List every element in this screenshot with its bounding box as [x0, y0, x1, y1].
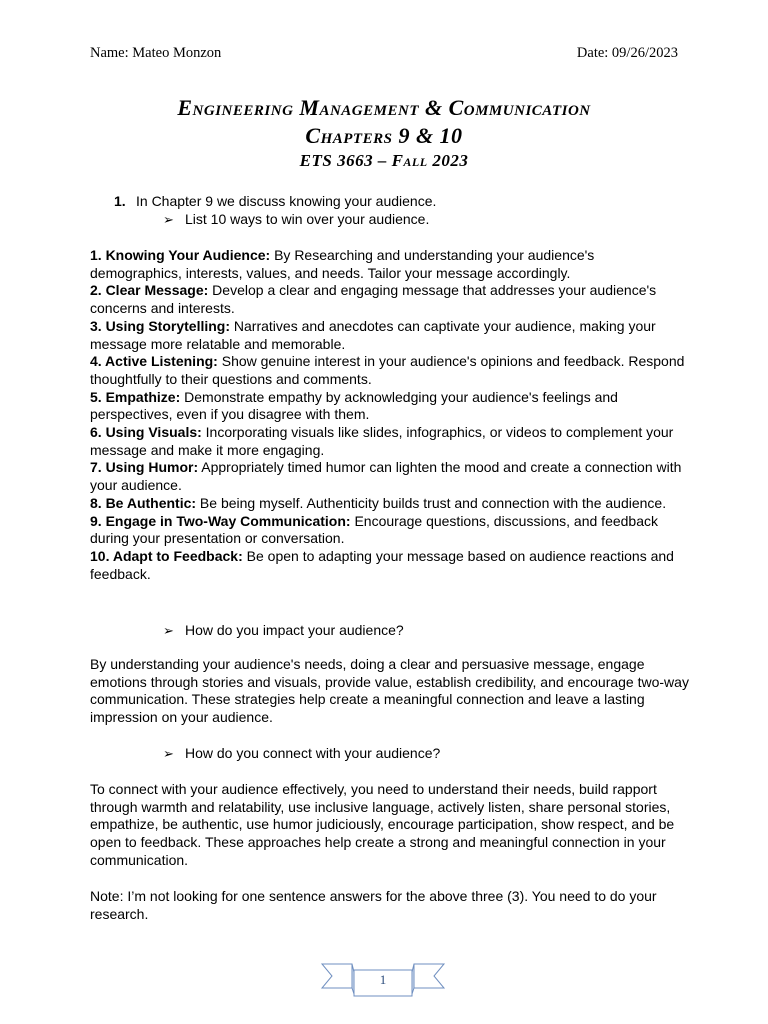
prompt-connect: [163, 745, 440, 762]
prompt-list-ways: [163, 211, 429, 228]
prompt-text: How do you impact your audience?: [185, 622, 404, 638]
item-text: Develop a clear and engaging message that addresses your audience's concerns and interests.: [90, 282, 657, 317]
impact-answer: By understanding your audience's needs, doing a clear and persuasive message, engage emotions through stories and visuals, provide value, establish credibility, and encourage two-way communication. These strategies help create a meaningful connection and leave a lasting impression on your audience.: [90, 656, 689, 726]
list-item: [90, 389, 690, 424]
page-footer: [318, 958, 448, 1000]
list-item: [90, 513, 690, 548]
item-label: 5. Empathize:: [90, 388, 181, 405]
list-item: [90, 424, 690, 459]
arrowhead-bullet-icon: ➢: [163, 623, 174, 638]
item-text: Narratives and anecdotes can captivate your audience, making your message more relatable and memorable.: [90, 317, 656, 352]
item-text: Show genuine interest in your audience's opinions and feedback. Respond thoughtfully to their questions and comments.: [90, 353, 685, 387]
arrowhead-bullet-icon: ➢: [163, 212, 174, 227]
question-number: 1.: [114, 193, 126, 209]
item-label: 7. Using Humor:: [90, 459, 199, 476]
item-label: 1. Knowing Your Audience:: [90, 247, 271, 263]
instructor-note: Note: I’m not looking for one sentence answers for the above three (3). You need to do your research.: [90, 888, 657, 922]
item-text: Demonstrate empathy by acknowledging your audience's feelings and perspectives, even if you disagree with them.: [90, 388, 618, 423]
item-label: 4. Active Listening:: [90, 353, 218, 370]
document-chapters: Chapters 9 & 10: [305, 123, 463, 148]
item-text: Encourage questions, discussions, and feedback during your presentation or conversation.: [90, 512, 658, 547]
question-text: In Chapter 9 we discuss knowing your audience.: [136, 193, 437, 209]
connect-answer: To connect with your audience effectively, you need to understand their needs, build rapport through warmth and relatability, use inclusive language, actively listen, share personal stories, empathize, be authentic, use humor judiciously, encourage participation, show respect, and be open to feedback. These approaches help create a strong and meaningful connection in your communication.: [90, 781, 675, 868]
item-text: Incorporating visuals like slides, infographics, or videos to complement your message and make it more engaging.: [90, 424, 674, 458]
document-title: Engineering Management & Communication: [177, 95, 591, 120]
list-item: [90, 459, 690, 494]
ways-list: [90, 247, 690, 583]
item-label: 2. Clear Message:: [90, 282, 209, 299]
item-label: 3. Using Storytelling:: [90, 317, 231, 334]
arrowhead-bullet-icon: ➢: [163, 746, 174, 761]
course-label: ETS 3663 – Fall 2023: [299, 151, 469, 170]
item-label: 10. Adapt to Feedback:: [90, 547, 243, 564]
list-item: [90, 282, 690, 317]
list-item: [90, 495, 690, 513]
page-number: 1: [379, 972, 387, 987]
document-date: Date: 09/26/2023: [576, 45, 678, 61]
item-text: Appropriately timed humor can lighten the mood and create a connection with your audience.: [90, 459, 682, 494]
item-label: 9. Engage in Two-Way Communication:: [90, 512, 351, 529]
item-label: 8. Be Authentic:: [90, 494, 197, 511]
item-text: Be being myself. Authenticity builds trust and connection with the audience.: [196, 494, 667, 511]
list-item: [90, 318, 690, 353]
list-item: [90, 353, 690, 388]
prompt-impact: [163, 622, 404, 639]
prompt-text: List 10 ways to win over your audience.: [185, 211, 430, 227]
list-item: [90, 247, 690, 282]
prompt-text: How do you connect with your audience?: [185, 745, 441, 761]
item-label: 6. Using Visuals:: [90, 424, 202, 441]
student-name: Name: Mateo Monzon: [90, 45, 222, 61]
question-1: [114, 193, 436, 209]
item-text: By Researching and understanding your audience's demographics, interests, values, and needs. Tailor your message accordingly.: [90, 247, 595, 281]
item-text: Be open to adapting your message based on audience reactions and feedback.: [90, 547, 674, 582]
list-item: [90, 548, 690, 583]
